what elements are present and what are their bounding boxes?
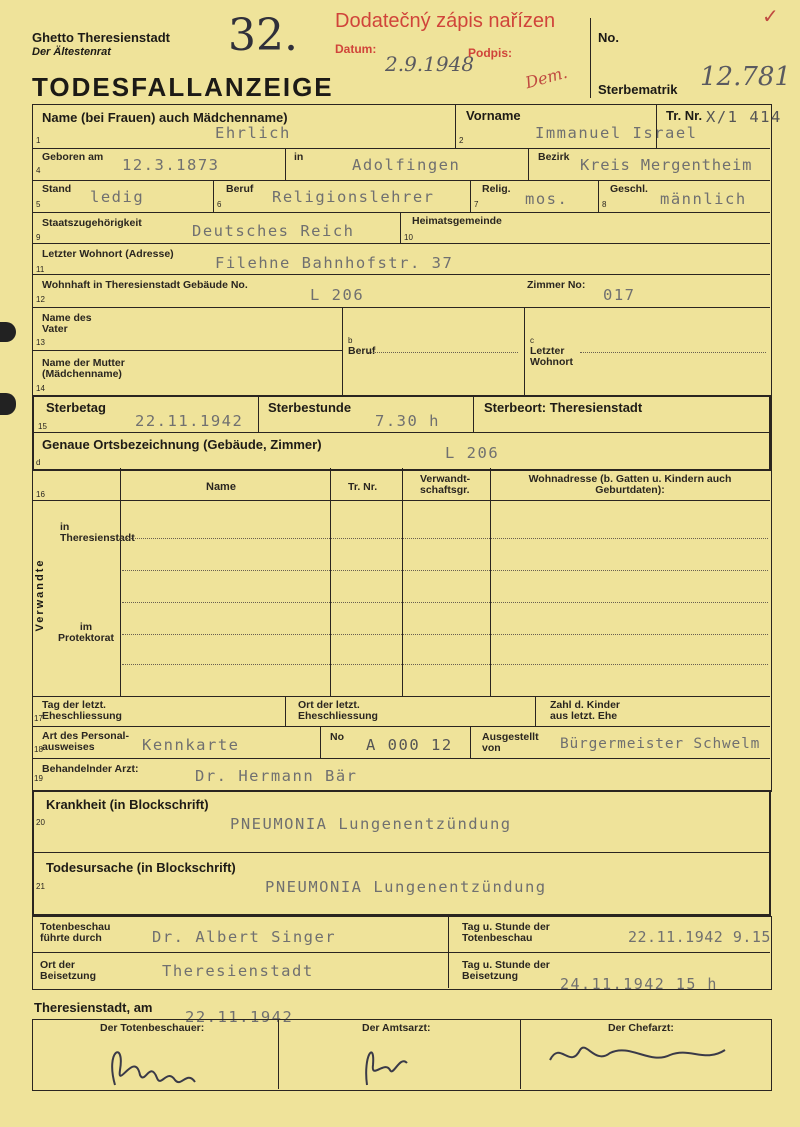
relig-label: Relig. bbox=[482, 183, 511, 195]
in-value: Adolfingen bbox=[352, 156, 461, 174]
vater-label: Name des Vater bbox=[42, 312, 92, 335]
vorname-label: Vorname bbox=[466, 108, 521, 123]
death-box bbox=[32, 395, 771, 471]
krankheit-label: Krankheit (in Blockschrift) bbox=[46, 797, 209, 812]
sterbematrik-label: Sterbematrik bbox=[598, 82, 678, 97]
trnr-label: Tr. Nr. bbox=[666, 108, 703, 123]
col-verw-header: Verwandt-schaftsgr. bbox=[420, 473, 471, 496]
form-title: TODESFALLANZEIGE bbox=[32, 72, 334, 102]
verwandte-side-label: Verwandte bbox=[34, 558, 46, 632]
stamp-datum-label: Datum: bbox=[335, 42, 377, 56]
bezirk-label: Bezirk bbox=[538, 151, 570, 163]
marriage-ort-label: Ort der letzt. Eheschliessung bbox=[298, 699, 378, 722]
sterbematrik-value: 12.781 bbox=[700, 62, 791, 92]
stamp-title: Dodatečný zápis nařízen bbox=[335, 10, 556, 32]
marriage-kinder-label: Zahl d. Kinder aus letzt. Ehe bbox=[550, 699, 621, 722]
geschl-value: männlich bbox=[660, 190, 747, 208]
ausweis-label: Art des Personal-ausweises bbox=[42, 730, 129, 753]
handwritten-number: 32. bbox=[228, 10, 298, 61]
geboren-label: Geboren am bbox=[42, 151, 104, 163]
tag-beisetzung-value: 24.11.1942 15 h bbox=[560, 975, 718, 993]
beruf-value: Religionslehrer bbox=[272, 188, 435, 206]
tag-totenbeschau-value: 22.11.1942 9.15 bbox=[628, 928, 771, 946]
place-date-value: 22.11.1942 bbox=[185, 1008, 294, 1026]
stamp-podpis-value: Dem. bbox=[523, 62, 570, 93]
wohnort-value: Filehne Bahnhofstr. 37 bbox=[215, 254, 454, 272]
check-mark-icon: ✓ bbox=[762, 6, 779, 28]
name-value: Ehrlich bbox=[215, 124, 291, 142]
sterbestunde-label: Sterbestunde bbox=[268, 400, 352, 415]
sterbetag-label: Sterbetag bbox=[46, 400, 106, 415]
sig-chefarzt-label: Der Chefarzt: bbox=[608, 1022, 674, 1034]
ortsbez-value: L 206 bbox=[445, 444, 500, 462]
marriage-tag-label: Tag der letzt. Eheschliessung bbox=[42, 699, 122, 722]
parents-wohnort-label: Letzter Wohnort bbox=[530, 345, 573, 368]
in-theresienstadt-label: in Theresienstadt bbox=[60, 521, 135, 544]
ausweis-no-value: A 000 12 bbox=[366, 736, 453, 754]
arzt-value: Dr. Hermann Bär bbox=[195, 767, 358, 785]
totenbeschau-label: Totenbeschau führte durch bbox=[40, 921, 111, 944]
todesursache-label: Todesursache (in Blockschrift) bbox=[46, 860, 236, 875]
ausgestellt-value: Bürgermeister Schwelm bbox=[560, 736, 761, 752]
stand-label: Stand bbox=[42, 183, 72, 195]
in-label: in bbox=[294, 151, 304, 163]
sterbestunde-value: 7.30 h bbox=[375, 412, 440, 430]
ort-beisetzung-value: Theresienstadt bbox=[162, 962, 314, 980]
tag-beisetzung-label: Tag u. Stunde der Beisetzung bbox=[462, 959, 550, 982]
col-adresse-header: Wohnadresse (b. Gatten u. Kindern auch Geburtdaten): bbox=[528, 473, 732, 496]
org-council: Der Ältestenrat bbox=[32, 46, 111, 58]
wohnhaft-label: Wohnhaft in Theresienstadt Gebäude No. bbox=[42, 279, 248, 291]
stand-value: ledig bbox=[90, 188, 145, 206]
stamp-datum-value: 2.9.1948 bbox=[385, 52, 475, 76]
ausweis-value: Kennkarte bbox=[142, 736, 240, 754]
trnr-value: X/1 414 bbox=[706, 108, 782, 126]
signature-amtsarzt bbox=[355, 1035, 415, 1090]
ortsbez-label: Genaue Ortsbezeichnung (Gebäude, Zimmer) bbox=[42, 437, 322, 452]
binder-hole bbox=[0, 393, 16, 415]
arzt-label: Behandelnder Arzt: bbox=[42, 763, 139, 775]
totenbeschau-value: Dr. Albert Singer bbox=[152, 928, 337, 946]
beruf-label: Beruf bbox=[226, 183, 254, 195]
sterbeort-label: Sterbeort: Theresienstadt bbox=[484, 400, 643, 415]
col-name-header: Name bbox=[206, 481, 236, 493]
krankheit-value: PNEUMONIA Lungenentzündung bbox=[230, 815, 512, 833]
heimat-label: Heimatsgemeinde bbox=[412, 215, 502, 227]
geboren-value: 12.3.1873 bbox=[122, 156, 220, 174]
col-trnr-header: Tr. Nr. bbox=[348, 481, 378, 493]
staat-value: Deutsches Reich bbox=[192, 222, 355, 240]
geschl-label: Geschl. bbox=[610, 183, 648, 195]
vorname-value: Immanuel Israel bbox=[535, 124, 698, 142]
signature-totenbeschauer bbox=[95, 1030, 205, 1095]
binder-hole bbox=[0, 322, 16, 342]
ausgestellt-label: Ausgestellt von bbox=[482, 731, 539, 754]
bezirk-value: Kreis Mergentheim bbox=[580, 156, 753, 174]
stamp-podpis-label: Podpis: bbox=[468, 46, 512, 60]
parents-beruf-label: Beruf bbox=[348, 345, 376, 357]
im-protektorat-label: im Protektorat bbox=[57, 621, 114, 644]
org-name: Ghetto Theresienstadt bbox=[32, 30, 170, 45]
sterbetag-value: 22.11.1942 bbox=[135, 412, 244, 430]
wohnhaft-value: L 206 bbox=[310, 286, 365, 304]
ausweis-no-label: No bbox=[330, 731, 344, 743]
todesursache-value: PNEUMONIA Lungenentzündung bbox=[265, 878, 547, 896]
mutter-label: Name der Mutter (Mädchenname) bbox=[42, 357, 125, 380]
name-label: Name (bei Frauen) auch Mädchenname) bbox=[42, 110, 288, 125]
zimmer-value: 017 bbox=[603, 286, 636, 304]
signature-chefarzt bbox=[540, 1035, 730, 1075]
place-date-label: Theresienstadt, am bbox=[34, 1000, 153, 1015]
tag-totenbeschau-label: Tag u. Stunde der Totenbeschau bbox=[462, 921, 550, 944]
no-label: No. bbox=[598, 30, 619, 45]
sig-amtsarzt-label: Der Amtsarzt: bbox=[362, 1022, 431, 1034]
ort-beisetzung-label: Ort der Beisetzung bbox=[40, 959, 97, 982]
zimmer-label: Zimmer No: bbox=[527, 279, 586, 291]
staat-label: Staatszugehörigkeit bbox=[42, 217, 142, 229]
wohnort-label: Letzter Wohnort (Adresse) bbox=[42, 248, 174, 260]
relig-value: mos. bbox=[525, 190, 569, 208]
sig-totenbeschauer-label: Der Totenbeschauer: bbox=[100, 1022, 205, 1034]
